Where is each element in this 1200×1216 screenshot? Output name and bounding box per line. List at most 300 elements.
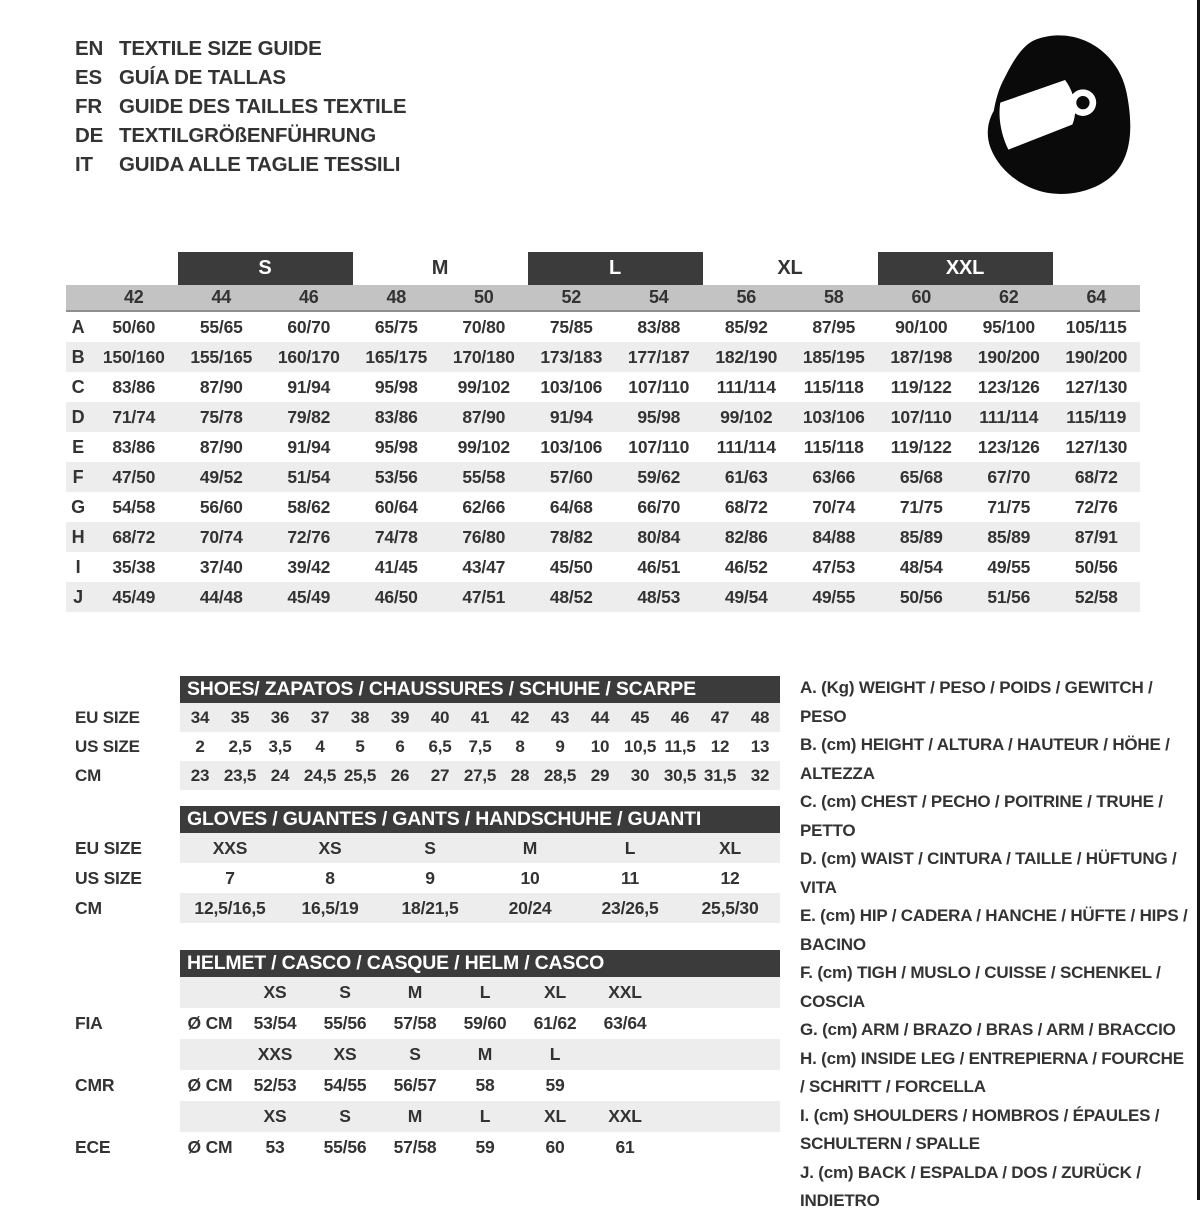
measurement-cell: 177/187 xyxy=(627,346,690,367)
helmet-size-value: 52/53 xyxy=(253,1075,297,1095)
gloves-row xyxy=(75,893,780,923)
measurement-row xyxy=(66,462,1140,492)
language-code: ES xyxy=(75,66,102,89)
size-cell: 37 xyxy=(310,707,330,727)
legend-line: B. (cm) HEIGHT / ALTURA / HAUTEUR / HÖHE / ALTEZZA xyxy=(800,735,1170,783)
size-group-box: XXL xyxy=(878,252,1053,285)
measurement-cell: 83/86 xyxy=(374,406,418,427)
measurement-cell: 63/66 xyxy=(812,466,856,487)
row-label: EU SIZE xyxy=(75,837,142,858)
measurement-row xyxy=(66,492,1140,522)
size-cell: 2 xyxy=(195,736,205,756)
measurement-row xyxy=(66,582,1140,612)
row-label: CM xyxy=(75,765,102,785)
measurement-cell: 59/62 xyxy=(637,466,681,487)
size-cell: 30 xyxy=(630,765,650,785)
measurement-cell: 43/47 xyxy=(462,556,506,577)
size-cell: 34 xyxy=(190,707,210,727)
helmet-size-value: 55/56 xyxy=(323,1013,367,1033)
helmet-size-table xyxy=(75,950,780,1163)
size-group-row xyxy=(66,252,1140,285)
measurement-cell: 115/119 xyxy=(1066,406,1127,427)
size-number: 44 xyxy=(211,287,232,307)
language-title: GUIDA ALLE TAGLIE TESSILI xyxy=(119,153,401,176)
measurement-cell: 190/200 xyxy=(977,346,1040,367)
size-cell: 23/26,5 xyxy=(601,897,659,918)
size-group-label: XL xyxy=(777,257,803,279)
measurement-cell: 51/56 xyxy=(987,586,1031,607)
helmet-size-value: 60 xyxy=(545,1137,565,1157)
size-cell: 44 xyxy=(590,707,610,727)
size-cell: 7,5 xyxy=(468,736,492,756)
legend-line: C. (cm) CHEST / PECHO / POITRINE / TRUHE / PETTO xyxy=(800,792,1163,840)
measurement-cell: 119/122 xyxy=(890,376,952,397)
helmet-values-row xyxy=(75,1132,780,1163)
helmet-size-value: 57/58 xyxy=(393,1013,437,1033)
size-cell: 20/24 xyxy=(508,897,552,918)
measurement-cell: 95/100 xyxy=(982,316,1035,337)
measurement-cell: 185/195 xyxy=(802,346,865,367)
measurement-cell: 65/75 xyxy=(374,316,418,337)
measurement-cell: 107/110 xyxy=(628,436,690,457)
size-cell: 32 xyxy=(750,765,770,785)
measurement-cell: 85/92 xyxy=(724,316,768,337)
measurement-cell: 71/75 xyxy=(899,496,943,517)
apparel-size-table xyxy=(66,252,1140,612)
size-cell: 9 xyxy=(425,867,435,888)
helmet-rows xyxy=(75,977,780,1163)
row-label: US SIZE xyxy=(75,736,140,756)
measurement-cell: 48/52 xyxy=(549,586,593,607)
size-cell: 35 xyxy=(230,707,250,727)
measurement-cell: 45/49 xyxy=(287,586,331,607)
measurement-cell: 99/102 xyxy=(720,406,773,427)
measurement-cell: 68/72 xyxy=(724,496,768,517)
size-group-label xyxy=(90,252,178,285)
size-cell: 10 xyxy=(520,867,540,888)
measurement-cell: 76/80 xyxy=(462,526,506,547)
diameter-label: Ø CM xyxy=(187,1013,233,1033)
measurement-cell: 52/58 xyxy=(1074,586,1118,607)
row-letter: J xyxy=(73,586,83,607)
measurement-cell: 35/38 xyxy=(112,556,156,577)
legend-line: G. (cm) ARM / BRAZO / BRAS / ARM / BRACCIO xyxy=(800,1020,1176,1039)
size-cell: 13 xyxy=(750,736,770,756)
size-cell: 5 xyxy=(355,736,365,756)
measurement-cell: 155/165 xyxy=(190,346,253,367)
shoes-size-table xyxy=(75,676,780,790)
shoes-section-title: SHOES/ ZAPATOS / CHAUSSURES / SCHUHE / SCARPE xyxy=(180,676,780,703)
measurement-cell: 46/52 xyxy=(724,556,768,577)
measurement-cell: 48/53 xyxy=(637,586,681,607)
helmet-size-label: XS xyxy=(263,982,287,1002)
helmet-size-value: 59 xyxy=(545,1075,565,1095)
measurement-cell: 150/160 xyxy=(102,346,165,367)
helmet-size-label: XS xyxy=(263,1106,287,1126)
legend-line: J. (cm) BACK / ESPALDA / DOS / ZURÜCK / INDIETRO xyxy=(800,1162,1141,1210)
size-cell: 31,5 xyxy=(703,765,737,785)
helmet-size-label: XL xyxy=(544,1106,566,1126)
size-cell: XL xyxy=(719,837,741,858)
measurement-cell: 62/66 xyxy=(462,496,506,517)
row-letter: A xyxy=(71,316,85,337)
language-row xyxy=(75,92,406,121)
helmet-size-value: 56/57 xyxy=(393,1075,437,1095)
helmet-size-label: XXL xyxy=(608,982,642,1002)
size-number: 46 xyxy=(298,287,319,307)
helmet-section-title: HELMET / CASCO / CASQUE / HELM / CASCO xyxy=(180,950,780,977)
measurement-cell: 165/175 xyxy=(365,346,428,367)
measurement-cell: 71/75 xyxy=(987,496,1031,517)
gloves-row xyxy=(75,863,780,893)
measurement-cell: 173/183 xyxy=(540,346,603,367)
shoes-row xyxy=(75,761,780,790)
legend-line: F. (cm) TIGH / MUSLO / CUISSE / SCHENKEL / COSCIA xyxy=(800,963,1161,1011)
measurement-cell: 41/45 xyxy=(374,556,418,577)
language-code: DE xyxy=(75,124,104,147)
language-title-list xyxy=(75,34,406,179)
measurement-cell: 107/110 xyxy=(890,406,952,427)
size-number: 48 xyxy=(386,287,407,307)
size-number: 64 xyxy=(1086,287,1107,307)
measurement-cell: 39/42 xyxy=(287,556,331,577)
racing-helmet-icon xyxy=(976,28,1138,200)
measurement-legend xyxy=(800,674,1192,1216)
gloves-size-table xyxy=(75,806,780,923)
measurement-cell: 65/68 xyxy=(899,466,943,487)
helmet-size-value: 53/54 xyxy=(253,1013,297,1033)
measurement-cell: 68/72 xyxy=(112,526,156,547)
helmet-sizes-row xyxy=(75,977,780,1008)
helmet-values-row xyxy=(75,1008,780,1039)
size-cell: 12 xyxy=(720,867,740,888)
measurement-row xyxy=(66,522,1140,552)
helmet-size-label: M xyxy=(477,1044,493,1064)
size-cell: 12,5/16,5 xyxy=(194,897,266,918)
row-letter: G xyxy=(71,496,85,517)
size-cell: 3,5 xyxy=(268,736,292,756)
measurement-cell: 75/78 xyxy=(199,406,243,427)
size-cell: XXS xyxy=(212,837,248,858)
measurement-cell: 55/65 xyxy=(199,316,243,337)
measurement-cell: 187/198 xyxy=(890,346,953,367)
size-number: 50 xyxy=(473,287,494,307)
helmet-size-value: 61 xyxy=(615,1137,635,1157)
size-cell: 16,5/19 xyxy=(301,897,359,918)
measurement-row xyxy=(66,372,1140,402)
letter-col-spacer xyxy=(66,252,90,285)
measurement-cell: 87/90 xyxy=(462,406,506,427)
measurement-cell: 44/48 xyxy=(199,586,243,607)
visor-pivot-inner xyxy=(1076,96,1089,109)
measurement-cell: 72/76 xyxy=(1074,496,1118,517)
measurement-cell: 55/58 xyxy=(462,466,506,487)
measurement-cell: 115/118 xyxy=(803,436,864,457)
helmet-size-label: L xyxy=(479,1106,491,1126)
measurement-cell: 47/51 xyxy=(462,586,506,607)
measurement-cell: 91/94 xyxy=(549,406,593,427)
size-number: 58 xyxy=(823,287,844,307)
size-cell: 12 xyxy=(710,736,730,756)
measurement-cell: 85/89 xyxy=(987,526,1031,547)
helmet-size-label: XL xyxy=(544,982,566,1002)
measurement-cell: 91/94 xyxy=(287,436,331,457)
size-cell: 27,5 xyxy=(463,765,497,785)
row-letter: D xyxy=(71,406,85,427)
legend-line: D. (cm) WAIST / CINTURA / TAILLE / HÜFTUNG / VITA xyxy=(800,849,1177,897)
measurement-cell: 50/60 xyxy=(112,316,156,337)
measurement-cell: 111/114 xyxy=(716,436,776,457)
row-letter: I xyxy=(75,556,81,577)
size-number: 54 xyxy=(648,287,669,307)
measurement-cell: 103/106 xyxy=(540,376,603,397)
size-group-box: L xyxy=(528,252,703,285)
measurement-cell: 70/80 xyxy=(462,316,506,337)
language-title: GUIDE DES TAILLES TEXTILE xyxy=(119,95,407,118)
size-cell: 9 xyxy=(555,736,565,756)
language-row xyxy=(75,121,406,150)
standard-name: FIA xyxy=(75,1013,103,1033)
measurement-cell: 87/95 xyxy=(812,316,856,337)
size-cell: 41 xyxy=(470,707,490,727)
measurement-cell: 49/55 xyxy=(987,556,1031,577)
size-cell: 7 xyxy=(225,867,235,888)
size-number: 62 xyxy=(998,287,1019,307)
size-number: 56 xyxy=(736,287,757,307)
diameter-label: Ø CM xyxy=(187,1137,233,1157)
size-cell: 6,5 xyxy=(428,736,452,756)
helmet-size-label: XXS xyxy=(257,1044,293,1064)
size-number: 42 xyxy=(123,287,144,307)
row-letter: H xyxy=(71,526,85,547)
helmet-sizes-row xyxy=(75,1101,780,1132)
measurement-cell: 99/102 xyxy=(457,376,510,397)
size-group-label xyxy=(1053,252,1141,285)
measurement-cell: 99/102 xyxy=(457,436,510,457)
language-code: FR xyxy=(75,95,102,118)
helmet-size-label: M xyxy=(407,1106,423,1126)
row-label: US SIZE xyxy=(75,867,142,888)
measurement-row xyxy=(66,402,1140,432)
diameter-label: Ø CM xyxy=(187,1075,233,1095)
measurement-cell: 46/51 xyxy=(637,556,681,577)
measurement-cell: 170/180 xyxy=(452,346,515,367)
measurement-cell: 190/200 xyxy=(1065,346,1128,367)
standard-name: CMR xyxy=(75,1075,115,1095)
measurement-cell: 95/98 xyxy=(637,406,681,427)
language-row xyxy=(75,34,406,63)
size-cell: 27 xyxy=(430,765,450,785)
measurement-cell: 87/91 xyxy=(1074,526,1118,547)
measurement-cell: 49/55 xyxy=(812,586,856,607)
row-letter: B xyxy=(71,346,85,367)
measurement-cell: 70/74 xyxy=(199,526,243,547)
measurement-cell: 56/60 xyxy=(199,496,243,517)
measurement-cell: 123/126 xyxy=(977,376,1040,397)
measurement-cell: 70/74 xyxy=(812,496,856,517)
helmet-size-label: M xyxy=(407,982,423,1002)
size-cell: 10 xyxy=(590,736,610,756)
row-letter: E xyxy=(72,436,84,457)
measurement-cell: 37/40 xyxy=(199,556,243,577)
measurement-cell: 111/114 xyxy=(716,376,776,397)
measurement-cell: 67/70 xyxy=(987,466,1031,487)
size-cell: 42 xyxy=(510,707,530,727)
row-letter: C xyxy=(71,376,85,397)
size-cell: 2,5 xyxy=(228,736,252,756)
size-cell: 10,5 xyxy=(623,736,657,756)
row-label: EU SIZE xyxy=(75,707,140,727)
size-cell: M xyxy=(522,837,538,858)
measurement-cell: 50/56 xyxy=(1074,556,1118,577)
measurement-row xyxy=(66,552,1140,582)
size-cell: 23,5 xyxy=(223,765,257,785)
helmet-size-label: S xyxy=(339,1106,351,1126)
measurement-cell: 47/50 xyxy=(112,466,156,487)
measurement-cell: 111/114 xyxy=(979,406,1039,427)
size-cell: L xyxy=(624,837,636,858)
helmet-size-label: XXL xyxy=(608,1106,642,1126)
helmet-size-value: 61/62 xyxy=(533,1013,577,1033)
measurement-cell: 45/49 xyxy=(112,586,156,607)
measurement-cell: 91/94 xyxy=(287,376,331,397)
measurement-cell: 127/130 xyxy=(1065,376,1128,397)
legend-line: E. (cm) HIP / CADERA / HANCHE / HÜFTE / HIPS / BACINO xyxy=(800,906,1188,954)
language-title: TEXTILGRÖßENFÜHRUNG xyxy=(119,124,376,147)
row-label: CM xyxy=(75,897,102,918)
measurement-cell: 80/84 xyxy=(637,526,681,547)
shoes-row xyxy=(75,703,780,732)
measurement-cell: 48/54 xyxy=(899,556,943,577)
measurement-cell: 50/56 xyxy=(899,586,943,607)
language-row xyxy=(75,63,406,92)
row-letter: F xyxy=(72,466,84,487)
size-cell: 6 xyxy=(395,736,405,756)
size-cell: 43 xyxy=(550,707,570,727)
shoes-row xyxy=(75,732,780,761)
size-cell: 24,5 xyxy=(303,765,337,785)
helmet-size-value: 57/58 xyxy=(393,1137,437,1157)
measurement-cell: 66/70 xyxy=(637,496,681,517)
size-cell: 36 xyxy=(270,707,290,727)
size-cell: 8 xyxy=(515,736,525,756)
size-cell: 40 xyxy=(430,707,450,727)
size-cell: 4 xyxy=(315,736,325,756)
size-cell: 11,5 xyxy=(664,736,696,756)
measurement-cell: 54/58 xyxy=(112,496,156,517)
gloves-section-title: GLOVES / GUANTES / GANTS / HANDSCHUHE / GUANTI xyxy=(180,806,780,833)
size-number-row xyxy=(66,285,1140,312)
measurement-cell: 49/54 xyxy=(724,586,768,607)
helmet-size-label: L xyxy=(479,982,491,1002)
measurement-cell: 64/68 xyxy=(549,496,593,517)
size-cell: 18/21,5 xyxy=(401,897,459,918)
measurement-cell: 74/78 xyxy=(374,526,418,547)
measurement-row xyxy=(66,312,1140,342)
size-cell: 23 xyxy=(190,765,210,785)
measurement-cell: 84/88 xyxy=(812,526,856,547)
size-cell: 29 xyxy=(590,765,610,785)
measurement-cell: 71/74 xyxy=(112,406,156,427)
helmet-size-value: 53 xyxy=(265,1137,285,1157)
helmet-values-row xyxy=(75,1070,780,1101)
size-cell: 26 xyxy=(390,765,410,785)
measurement-cell: 49/52 xyxy=(199,466,243,487)
measurement-cell: 46/50 xyxy=(374,586,418,607)
size-cell: 30,5 xyxy=(663,765,697,785)
size-cell: 28 xyxy=(510,765,530,785)
legend-line: H. (cm) INSIDE LEG / ENTREPIERNA / FOURCHE / SCHRITT / FORCELLA xyxy=(800,1048,1184,1096)
size-cell: 28,5 xyxy=(543,765,577,785)
language-title: TEXTILE SIZE GUIDE xyxy=(119,37,322,60)
helmet-size-value: 58 xyxy=(475,1075,495,1095)
size-number: 52 xyxy=(561,287,582,307)
measurement-cell: 160/170 xyxy=(277,346,340,367)
size-cell: 38 xyxy=(350,707,370,727)
measurement-cell: 95/98 xyxy=(374,376,418,397)
measurement-cell: 68/72 xyxy=(1074,466,1118,487)
size-cell: 25,5/30 xyxy=(701,897,759,918)
size-cell: S xyxy=(424,837,436,858)
measurement-cell: 75/85 xyxy=(549,316,593,337)
measurement-row xyxy=(66,432,1140,462)
gloves-row xyxy=(75,833,780,863)
measurement-cell: 119/122 xyxy=(890,436,952,457)
measurement-cell: 123/126 xyxy=(977,436,1040,457)
size-cell: 24 xyxy=(270,765,290,785)
size-cell: 45 xyxy=(630,707,650,727)
legend-line: I. (cm) SHOULDERS / HOMBROS / ÉPAULES / SCHULTERN / SPALLE xyxy=(800,1105,1160,1153)
language-code: IT xyxy=(75,153,93,176)
helmet-size-value: 54/55 xyxy=(323,1075,367,1095)
size-cell: XS xyxy=(318,837,342,858)
size-cell: 46 xyxy=(670,707,690,727)
measurement-cell: 47/53 xyxy=(812,556,856,577)
size-cell: 8 xyxy=(325,867,335,888)
measurement-cell: 90/100 xyxy=(895,316,948,337)
measurement-cell: 78/82 xyxy=(549,526,593,547)
helmet-size-value: 59/60 xyxy=(463,1013,507,1033)
measurement-cell: 51/54 xyxy=(287,466,331,487)
size-group-label: M xyxy=(431,257,449,279)
helmet-size-value: 55/56 xyxy=(323,1137,367,1157)
shoes-rows xyxy=(75,703,780,790)
measurement-cell: 103/106 xyxy=(540,436,603,457)
measurement-cell: 83/88 xyxy=(637,316,681,337)
size-cell: 11 xyxy=(620,867,640,888)
measurement-cell: 95/98 xyxy=(374,436,418,457)
measurement-cell: 115/118 xyxy=(803,376,864,397)
measurement-cell: 83/86 xyxy=(112,436,156,457)
helmet-size-value: 59 xyxy=(475,1137,495,1157)
helmet-size-label: S xyxy=(409,1044,421,1064)
legend-line: A. (Kg) WEIGHT / PESO / POIDS / GEWITCH / PESO xyxy=(800,678,1153,726)
measurement-cell: 53/56 xyxy=(374,466,418,487)
helmet-size-label: XS xyxy=(333,1044,357,1064)
measurement-cell: 57/60 xyxy=(549,466,593,487)
helmet-size-label: L xyxy=(549,1044,561,1064)
helmet-size-label: S xyxy=(339,982,351,1002)
size-cell: 47 xyxy=(710,707,730,727)
size-number: 60 xyxy=(911,287,932,307)
measurement-cell: 182/190 xyxy=(715,346,778,367)
measurement-cell: 87/90 xyxy=(199,376,243,397)
size-cell: 25,5 xyxy=(343,765,377,785)
measurement-cell: 82/86 xyxy=(724,526,768,547)
language-row xyxy=(75,150,406,179)
measurement-cell: 60/70 xyxy=(287,316,331,337)
language-title: GUÍA DE TALLAS xyxy=(119,66,286,89)
